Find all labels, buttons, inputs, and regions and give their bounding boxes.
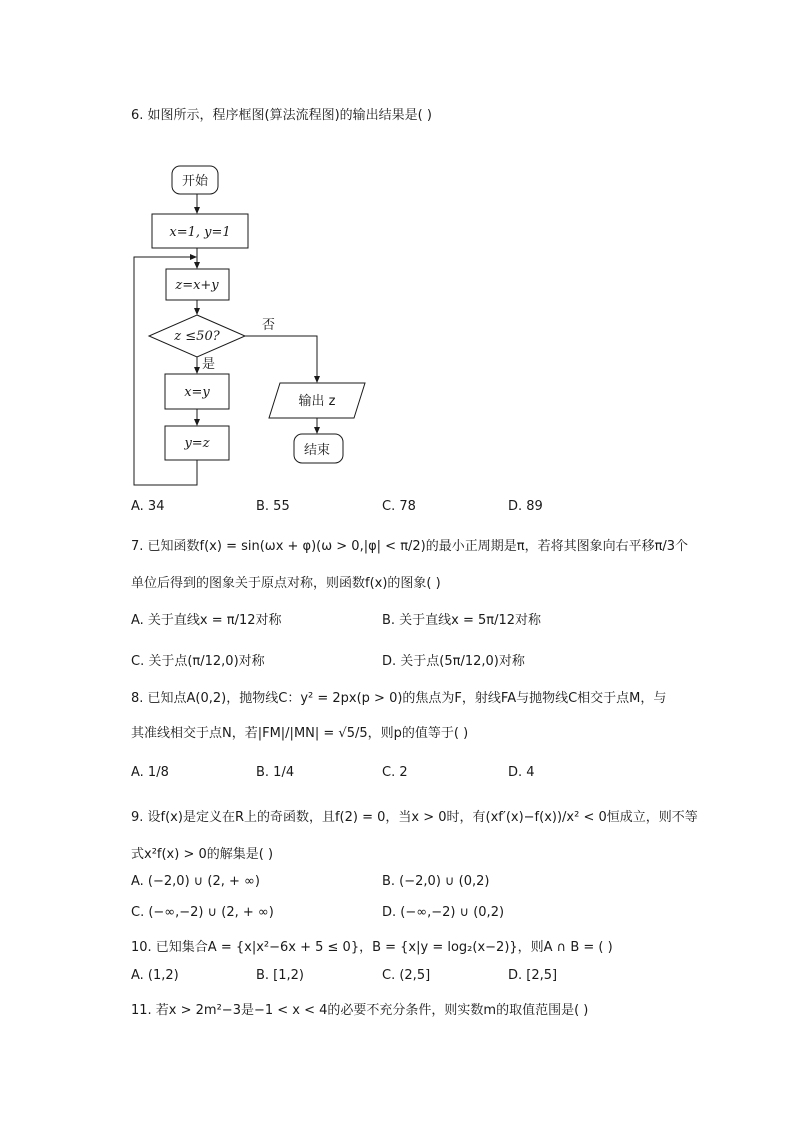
flow-sum-label: z=x+y	[175, 278, 219, 293]
flow-end-label: 结束	[303, 443, 331, 458]
q9-option-b: B. (−2,0) ∪ (0,2)	[382, 874, 490, 889]
flow-no-label: 否	[262, 318, 276, 333]
q8-line2: 其准线相交于点N，若|FM|/|MN| = √5/5，则p的值等于( )	[131, 726, 469, 741]
q9-line2: 式x²f(x) > 0的解集是( )	[131, 847, 274, 862]
flow-start-label: 开始	[181, 174, 209, 189]
q9-option-c: C. (−∞,−2) ∪ (2, + ∞)	[131, 905, 274, 920]
flow-cond-label: z ≤50?	[174, 329, 220, 344]
q8-option-a: A. 1/8	[131, 765, 169, 780]
flow-init-label: x=1, y=1	[169, 225, 231, 240]
q9-line1: 9. 设f(x)是定义在R上的奇函数，且f(2) = 0，当x > 0时，有(xf′(x)−f(x))/x² < 0恒成立，则不等	[131, 810, 698, 825]
flow-decision-diamond	[149, 315, 245, 357]
q8-option-d: D. 4	[508, 765, 535, 780]
q6-option-c: C. 78	[382, 499, 416, 514]
q6-option-b: B. 55	[256, 499, 290, 514]
q8-option-c: C. 2	[382, 765, 408, 780]
q7-option-c: C. 关于点(π/12,0)对称	[131, 654, 265, 669]
flow-assign-y-box	[165, 426, 229, 460]
q9-option-d: D. (−∞,−2) ∪ (0,2)	[382, 905, 505, 920]
flow-output-box	[269, 383, 365, 418]
q10-option-b: B. [1,2)	[256, 968, 305, 983]
flow-assign2-label: y=z	[184, 436, 210, 451]
flow-loop-line	[134, 257, 197, 485]
flow-assign-x-box	[165, 374, 229, 409]
q6-option-d: D. 89	[508, 499, 543, 514]
flow-assign1-label: x=y	[184, 385, 210, 400]
q8-line1: 8. 已知点A(0,2)，抛物线C：y² = 2px(p > 0)的焦点为F，射线FA与抛物线C相交于点M，与	[131, 691, 667, 706]
q10-option-c: C. (2,5]	[382, 968, 431, 983]
q7-option-b: B. 关于直线x = 5π/12对称	[382, 613, 542, 628]
flow-start-box	[172, 166, 218, 194]
q7-option-d: D. 关于点(5π/12,0)对称	[382, 654, 525, 669]
q7-line1: 7. 已知函数f(x) = sin(ωx + φ)(ω > 0,|φ| < π/2)的最小正周期是π，若将其图象向右平移π/3个	[131, 539, 689, 554]
q8-option-b: B. 1/4	[256, 765, 295, 780]
q6-option-a: A. 34	[131, 499, 165, 514]
flow-init-box	[152, 214, 248, 248]
flow-no-line	[245, 336, 317, 380]
flow-output-label: 输出 z	[298, 394, 336, 409]
q9-option-a: A. (−2,0) ∪ (2, + ∞)	[131, 874, 260, 889]
flow-yes-label: 是	[202, 357, 216, 372]
flow-end-box	[294, 434, 343, 463]
flow-sum-box	[166, 269, 229, 300]
q6-stem: 6. 如图所示，程序框图(算法流程图)的输出结果是( )	[131, 108, 432, 123]
q7-line2: 单位后得到的图象关于原点对称，则函数f(x)的图象( )	[131, 576, 441, 591]
q10-option-a: A. (1,2)	[131, 968, 179, 983]
q10-line1: 10. 已知集合A = {x|x²−6x + 5 ≤ 0}，B = {x|y = log₂(x−2)}，则A ∩ B = ( )	[131, 940, 613, 955]
q11-line1: 11. 若x > 2m²−3是−1 < x < 4的必要不充分条件，则实数m的取值范围是( )	[131, 1003, 589, 1018]
q7-option-a: A. 关于直线x = π/12对称	[131, 613, 282, 628]
q10-option-d: D. [2,5]	[508, 968, 558, 983]
